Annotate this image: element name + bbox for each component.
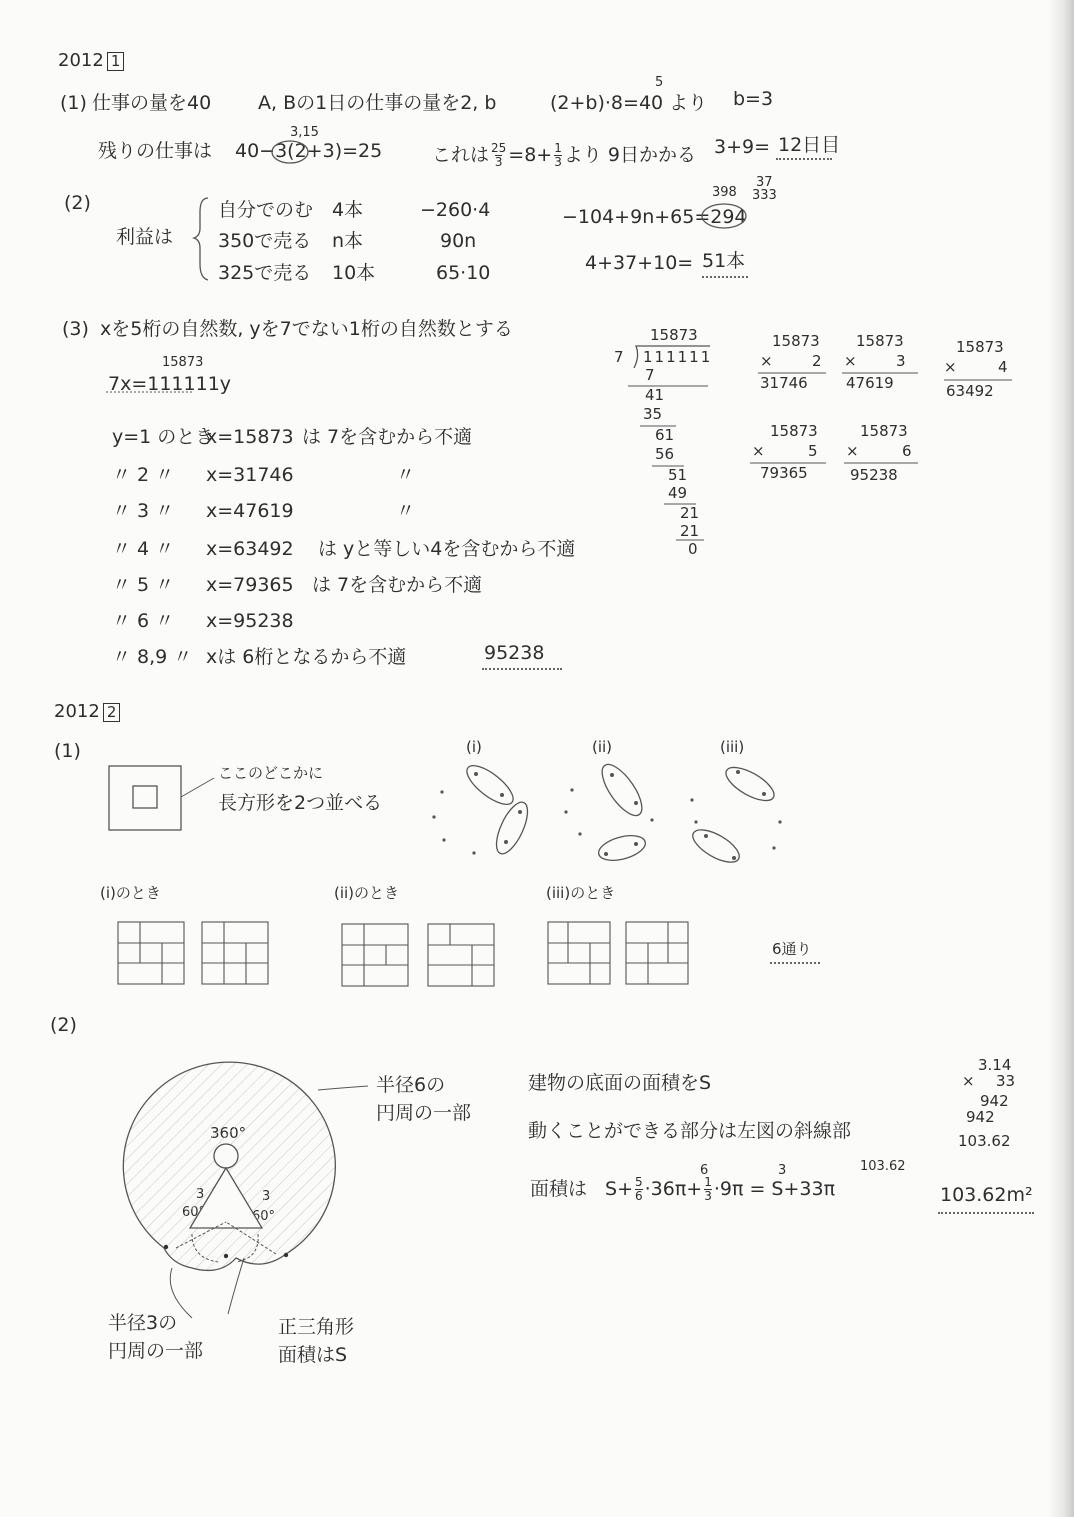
division-rules [628,386,708,540]
q1-line1-b: A, Bの1日の仕事の量を2, b [258,92,497,114]
q1-line2-d: =8+ [508,143,553,166]
q3-case3-x: x=47619 [206,500,294,522]
q3-case4-y: 〃 4 〃 [112,538,175,560]
q2-calc2: 4+37+10= [585,252,694,274]
region-figure [123,1062,368,1318]
q2-row3-name: 325で売る [218,262,312,284]
q21-case-i: (i) [466,738,482,756]
q1-line2-b: 40−3(2+3)=25 [235,140,383,162]
frac-num: 25 [491,141,507,155]
q3-case5-x: x=79365 [206,574,294,596]
q1-line2-c: これは [432,143,490,166]
q1-line2-e: より 9日かかる [563,143,697,166]
q22-note-tri-1: 正三角形 [278,1316,355,1338]
frac-den: 6 [635,1188,643,1203]
q2-row3-qty: 10本 [332,262,376,284]
q2-title: 利益は [116,226,174,248]
frac-den: 3 [554,154,562,169]
q21-case-iii: (iii) [720,738,745,756]
q3-case4-note: は yと等しい4を含むから不適 [318,538,576,560]
q2-above-37: 37 [756,175,773,190]
div-step: 51 [668,466,688,484]
mult3-times: × [944,358,957,376]
q3-case3-y: 〃 3 〃 [112,500,175,522]
q21-note1: ここのどこかに [218,764,324,782]
q3-case1-y: y=1 のとき [112,426,215,448]
div-step: 49 [668,484,688,502]
problem-number-box: 1 [107,52,125,71]
q3-eq-above: 15873 [162,355,204,370]
div-quotient: 15873 [650,326,698,344]
dot-diagram-ii [564,759,653,865]
calc-top: 3.14 [978,1056,1012,1074]
q3-case7-y: 〃 8,9 〃 [112,646,193,668]
q22-note-r6-2: 円周の一部 [376,1102,472,1124]
q3-case2-x: x=31746 [206,464,294,486]
tiling-grids [118,922,688,986]
q2-answer: 51本 [702,250,746,272]
q3-case6-x: x=95238 [206,610,294,632]
q1-line2-f: 3+9= [714,136,771,158]
q21-label-ii: (ii)のとき [334,884,400,902]
q1-answer: 12日目 [778,134,841,156]
mult5-by: 6 [902,442,912,460]
div-divisor: 7 [614,348,624,366]
outer-square [109,766,181,830]
problem-number-box: 2 [103,703,121,722]
mult-rules [750,373,1012,463]
frac-num: 1 [554,141,562,155]
div-step: 7 [645,366,655,384]
q3-case2-note: 〃 [396,464,416,486]
q3-case6-y: 〃 6 〃 [112,610,175,632]
mult2-res: 47619 [846,374,894,392]
q21-note2: 長方形を2つ並べる [218,792,383,814]
q2-row2-val: 90n [440,230,477,252]
calc-res: 103.62 [958,1132,1011,1150]
mult1-times: × [760,352,773,370]
q3-eq: 7x=111111y [108,373,232,395]
div-step: 21 [680,522,700,540]
dot-diagram-iii [688,761,782,869]
q1-line1-d: b=3 [733,88,774,110]
q1-line1-c-above: 5 [655,75,664,90]
q2-row1-qty: 4本 [332,199,364,221]
q3-case5-note: は 7を含むから不適 [312,574,483,596]
q2-row2-qty: n本 [332,230,364,252]
inner-square [133,786,157,808]
q2-calc1: −104+9n+65=294 [562,206,747,228]
q2-above-333: 333 [752,188,777,203]
div-step: 61 [655,426,675,444]
q3-case4-x: x=63492 [206,538,294,560]
q22-answer: 103.62m² [940,1184,1033,1206]
q1-line1-a: 仕事の量を40 [92,92,212,114]
calc-times: × [962,1072,975,1090]
year-label: 2012 [54,701,100,722]
q22-above-val: 103.62 [860,1159,906,1174]
q3-case1-x: x=15873 [206,426,294,448]
q22-above-3: 3 [778,1163,787,1178]
q3-case7-x: xは 6桁となるから不適 [206,646,407,668]
q21-case-ii: (ii) [592,738,613,756]
q22-line3-d: ·9π = S+33π [713,1177,836,1200]
mult2-by: 3 [896,352,906,370]
dot-diagram-i [432,759,533,858]
mult3-top: 15873 [956,338,1004,356]
mult4-times: × [752,442,765,460]
mult1-by: 2 [812,352,822,370]
frac-num: 5 [635,1175,643,1189]
mult5-top: 15873 [860,422,908,440]
div-step: 0 [688,540,698,558]
calc-r2: 942 [966,1108,995,1126]
q21-label-iii: (iii)のとき [546,884,616,902]
q2-above-398: 398 [712,185,737,200]
circle-mark [702,204,746,228]
q22-above-6: 6 [700,1163,709,1178]
q22-label: (2) [50,1014,77,1036]
q1-line2-a: 残りの仕事は [98,140,213,162]
year-label: 2012 [58,50,104,71]
q3-answer: 95238 [484,642,545,664]
q22-note-r3-1: 半径3の [108,1312,178,1334]
calc-by: 33 [996,1072,1016,1090]
calc-r1: 942 [980,1092,1009,1110]
q22-note-r3-2: 円周の一部 [108,1340,204,1362]
q3-case5-y: 〃 5 〃 [112,574,175,596]
division-bracket [634,346,713,368]
div-step: 41 [645,386,665,404]
q21-label-i: (i)のとき [100,884,161,902]
q22-note-tri-2: 面積はS [278,1344,348,1366]
mult2-times: × [844,352,857,370]
q1-line2-b-above: 3,15 [290,125,319,140]
q2-row3-val: 65·10 [436,262,491,284]
mult4-top: 15873 [770,422,818,440]
mult3-by: 4 [998,358,1008,376]
q2-row1-val: −260·4 [420,199,491,221]
q22-line1: 建物の底面の面積をS [528,1072,712,1094]
q22-note-r6-1: 半径6の [376,1074,446,1096]
mult3-res: 63492 [946,382,994,400]
q3-label: (3) [62,318,89,340]
mult4-by: 5 [808,442,818,460]
q2-row1-name: 自分でのむ [218,199,314,221]
q2-label: (2) [64,192,91,214]
q1-line1-c: (2+b)·8=40 より [550,92,708,114]
div-step: 21 [680,504,700,522]
frac-den: 3 [704,1188,712,1203]
q22-line3-b: S+ [605,1177,633,1200]
q3-case2-y: 〃 2 〃 [112,464,175,486]
q1-label: (1) [60,92,87,114]
frac-num: 1 [704,1175,712,1189]
mult1-res: 31746 [760,374,808,392]
q3-intro: xを5桁の自然数, yを7でない1桁の自然数とする [100,318,513,340]
q21-label: (1) [54,740,81,762]
q22-line3-c: ·36π+ [644,1177,703,1200]
mult4-res: 79365 [760,464,808,482]
mult5-res: 95238 [850,466,898,484]
div-step: 35 [643,405,663,423]
q22-line3-a: 面積は [530,1177,588,1200]
q3-case1-note: は 7を含むから不適 [302,426,473,448]
brace [194,198,208,280]
q2-row2-name: 350で売る [218,230,312,252]
div-dividend: 111111 [643,348,713,366]
q22-line2: 動くことができる部分は左図の斜線部 [528,1120,852,1142]
q3-case3-note: 〃 [396,500,416,522]
pointer-line [181,778,214,797]
mult2-top: 15873 [856,332,904,350]
circle-mark [272,141,308,163]
frac-den: 3 [494,154,503,169]
q21-answer: 6通り [772,940,812,958]
mult5-times: × [846,442,859,460]
div-step: 56 [655,445,675,463]
mult1-top: 15873 [772,332,820,350]
